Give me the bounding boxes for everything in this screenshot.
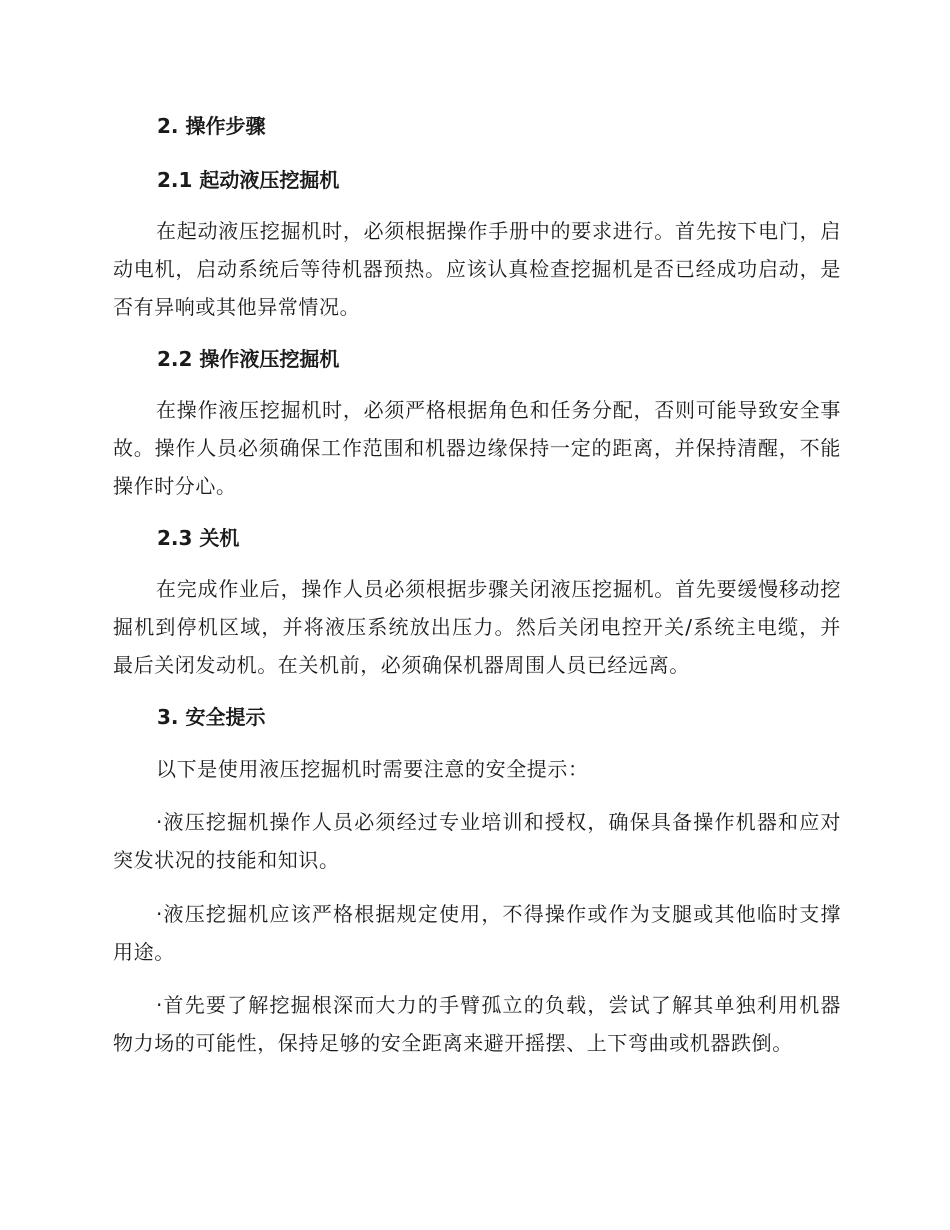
subsection-2-1-paragraph: 在起动液压挖掘机时，必须根据操作手册中的要求进行。首先按下电门，启动电机，启动系统后等待机器预热。应该认真检查挖掘机是否已经成功启动，是否有异响或其他异常情况。: [113, 219, 841, 319]
safety-tip-item: ·首先要了解挖掘根深而大力的手臂孤立的负载，尝试了解其单独利用机器物力场的可能性，保持足够的安全距离来避开摇摆、上下弯曲或机器跌倒。: [113, 993, 841, 1055]
section-3-intro: 以下是使用液压挖掘机时需要注意的安全提示：: [156, 757, 589, 781]
subsection-2-3-heading: 2.3 关机: [157, 526, 240, 550]
subsection-2-2-paragraph: 在操作液压挖掘机时，必须严格根据角色和任务分配，否则可能导致安全事故。操作人员必须确保工作范围和机器边缘保持一定的距离，并保持清醒，不能操作时分心。: [113, 398, 841, 498]
subsection-2-2-heading: 2.2 操作液压挖掘机: [157, 347, 340, 371]
section-2-heading: 2. 操作步骤: [157, 114, 266, 138]
section-3-heading: 3. 安全提示: [157, 705, 266, 729]
safety-tip-item: ·液压挖掘机应该严格根据规定使用，不得操作或作为支腿或其他临时支撑用途。: [113, 902, 841, 964]
subsection-2-3-paragraph: 在完成作业后，操作人员必须根据步骤关闭液压挖掘机。首先要缓慢移动挖掘机到停机区域，并将液压系统放出压力。然后关闭电控开关/系统主电缆，并最后关闭发动机。在关机前，必须确保机器周围人员已经远离。: [113, 577, 841, 677]
safety-tip-item: ·液压挖掘机操作人员必须经过专业培训和授权，确保具备操作机器和应对突发状况的技能和知识。: [113, 810, 841, 872]
subsection-2-1-heading: 2.1 起动液压挖掘机: [157, 168, 340, 192]
